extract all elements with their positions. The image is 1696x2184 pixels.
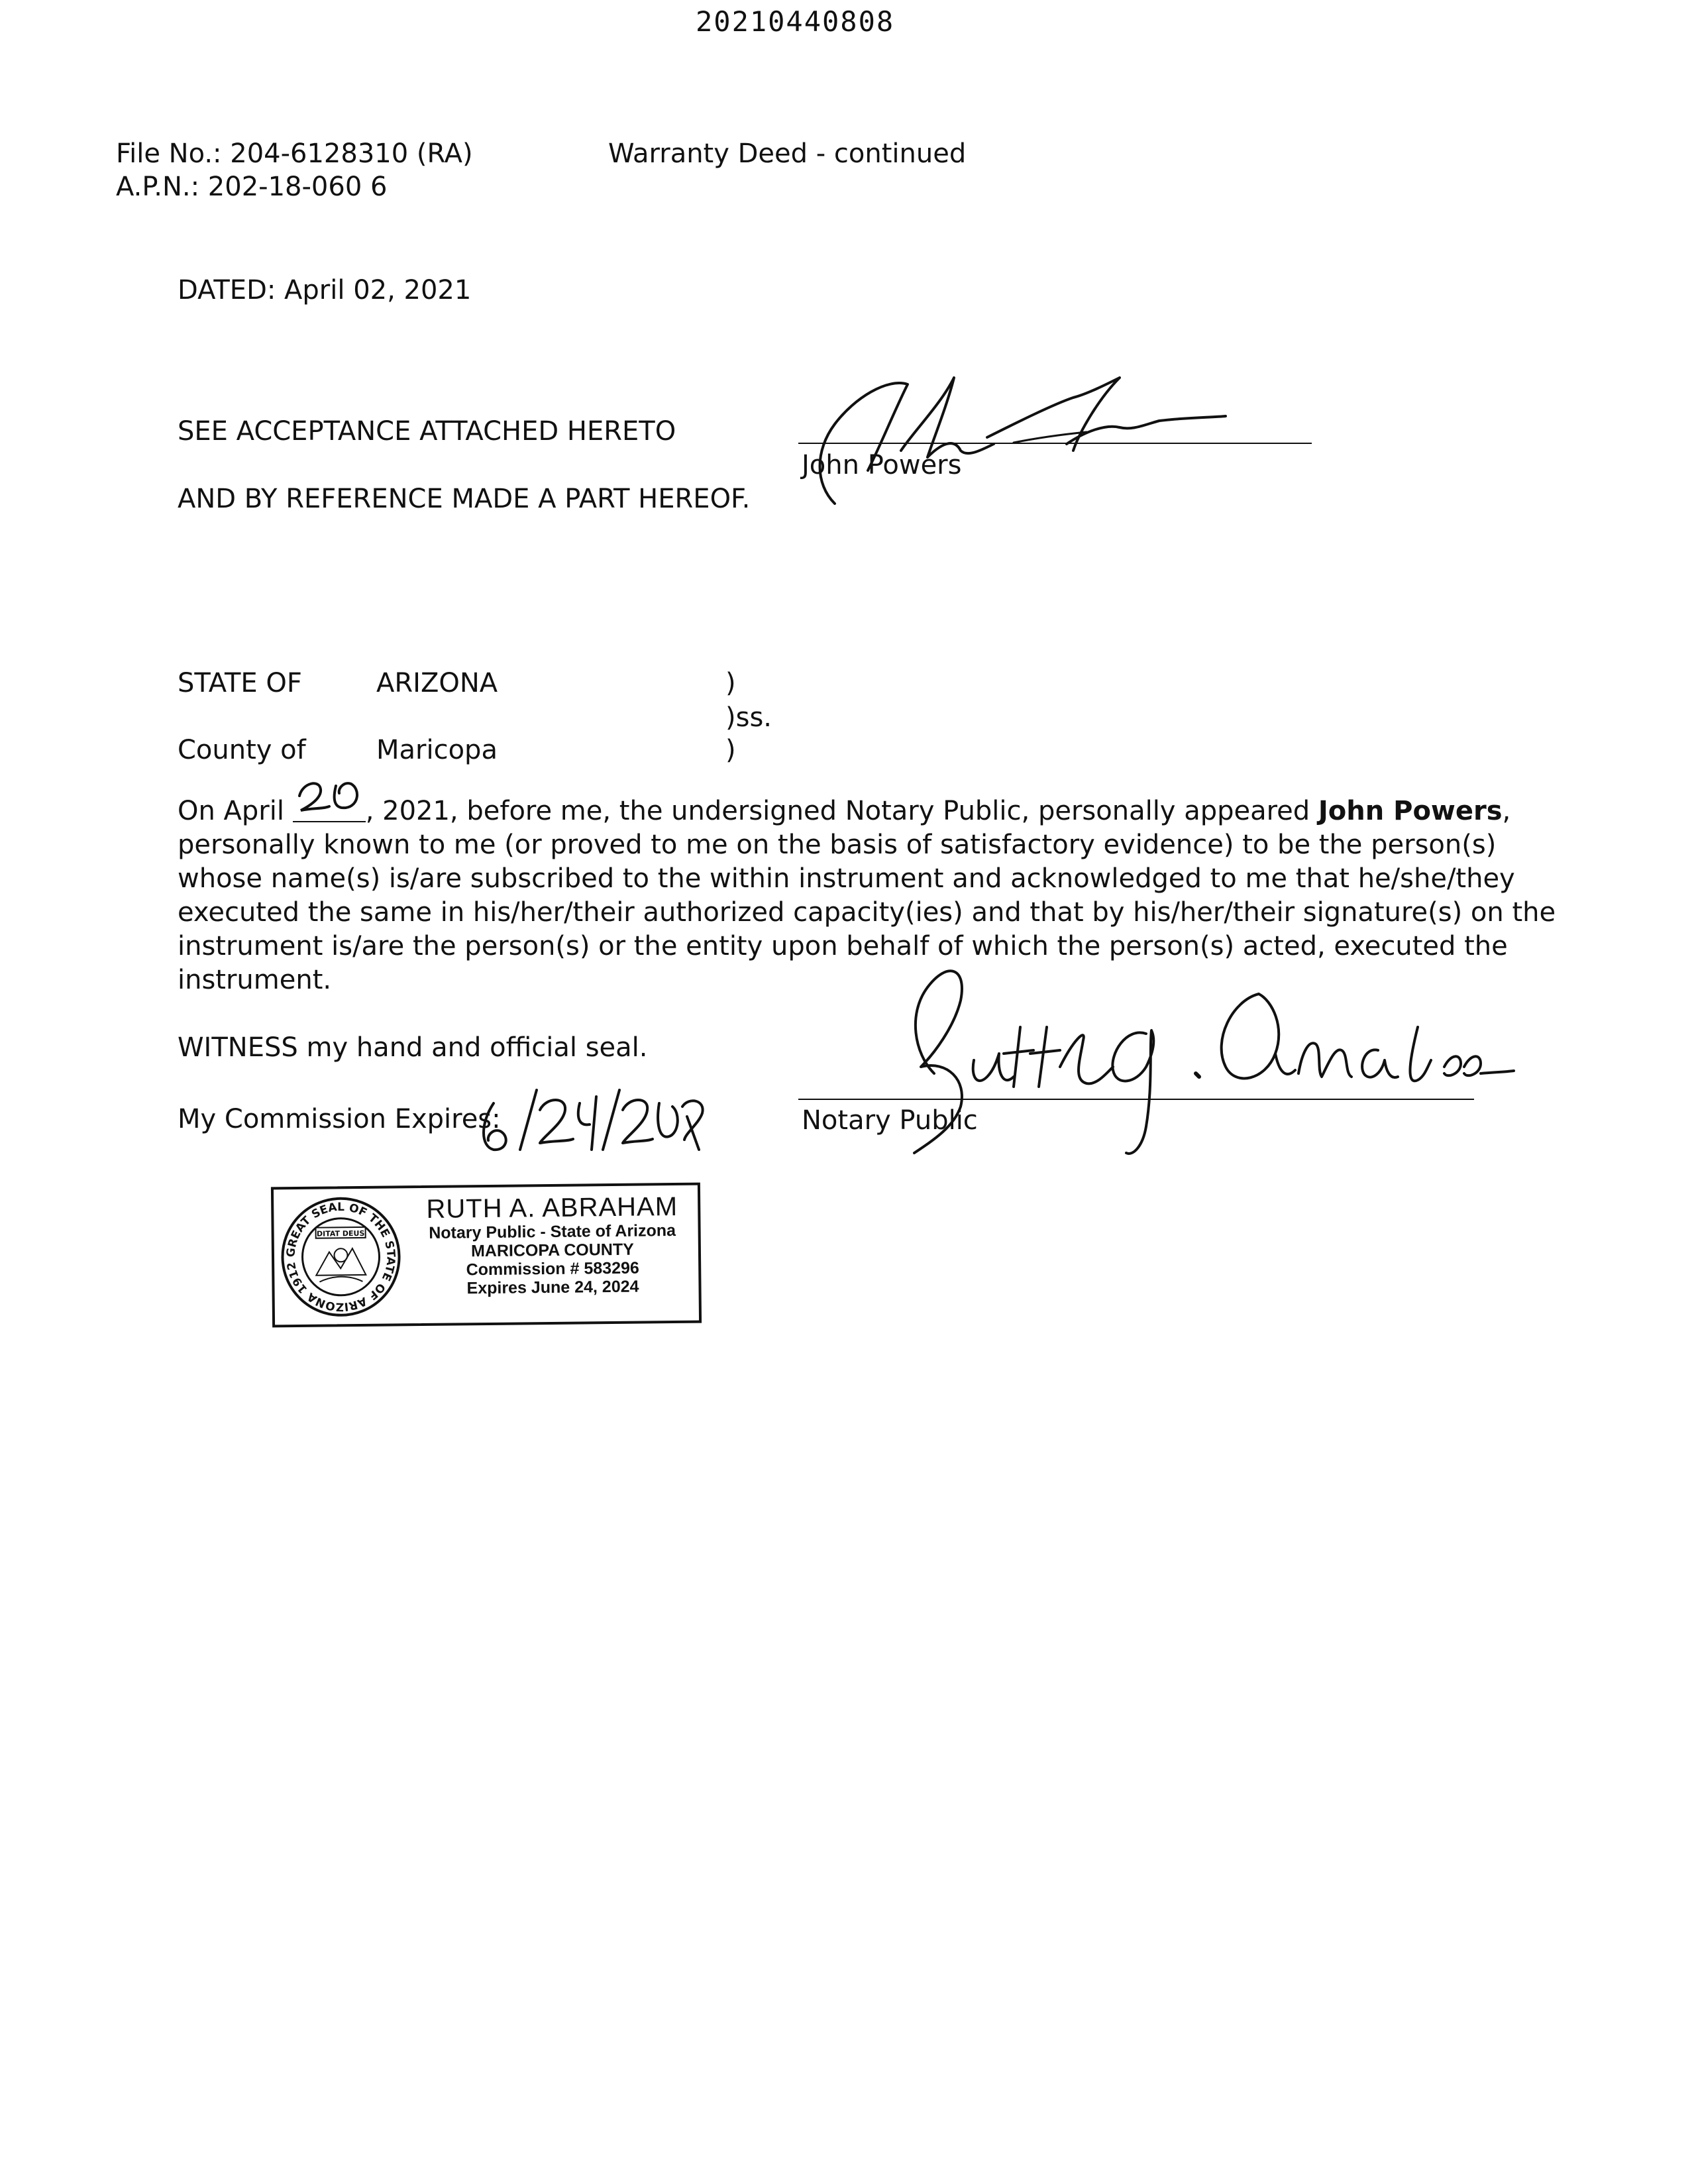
venue-ss: )ss. — [725, 702, 772, 733]
file-number: File No.: 204-6128310 (RA) — [116, 138, 473, 169]
stamp-line-4: Expires June 24, 2024 — [466, 1277, 639, 1298]
commission-label: My Commission Expires: — [178, 1104, 501, 1134]
notary-public-label: Notary Public — [802, 1105, 978, 1136]
commission-handwritten-date — [474, 1077, 712, 1163]
venue-paren-2: ) — [725, 735, 736, 765]
stamp-notary-name: RUTH A. ABRAHAM — [426, 1191, 678, 1224]
acknowledgment-line-1 — [178, 792, 1511, 828]
notary-stamp — [271, 1183, 702, 1328]
venue-paren-1: ) — [725, 668, 736, 698]
acknowledgment-line-3: whose name(s) is/are subscribed to the within instrument and acknowledged to me that he/she/they — [178, 863, 1515, 894]
acknowledgment-line-6: instrument. — [178, 965, 332, 995]
acceptance-line-1: SEE ACCEPTANCE ATTACHED HERETO — [178, 416, 676, 447]
grantor-name: John Powers — [802, 450, 962, 480]
acknowledgment-line-4: executed the same in his/her/their authorized capacity(ies) and that by his/her/their signature(s) on the — [178, 897, 1556, 928]
acknowledgment-after-day: , 2021, before me, the undersigned Notary Public, personally appeared — [365, 796, 1318, 826]
acknowledgment-line-2: personally known to me (or proved to me on the basis of satisfactory evidence) to be the person(s) — [178, 830, 1497, 860]
acknowledgment-after-name: , — [1502, 796, 1511, 826]
acknowledgment-prefix: On April — [178, 796, 284, 826]
witness-line: WITNESS my hand and official seal. — [178, 1032, 648, 1063]
grantor-signature — [788, 358, 1239, 523]
state-value: ARIZONA — [376, 668, 498, 698]
dated-line: DATED: April 02, 2021 — [178, 275, 472, 305]
stamp-line-1: Notary Public - State of Arizona — [429, 1221, 676, 1242]
stamp-line-3: Commission # 583296 — [466, 1258, 639, 1280]
state-label: STATE OF — [178, 668, 302, 698]
appeared-name: John Powers — [1318, 796, 1503, 826]
grantor-signature-line — [798, 443, 1312, 444]
notary-signature-line — [798, 1099, 1474, 1100]
seal-ring-text: GREAT SEAL OF THE STATE OF ARIZONA 1912 — [284, 1200, 398, 1313]
handwritten-day — [293, 794, 366, 822]
seal-center-text: DITAT DEUS — [316, 1228, 365, 1238]
county-label: County of — [178, 735, 306, 765]
county-value: Maricopa — [376, 735, 498, 765]
acceptance-line-2: AND BY REFERENCE MADE A PART HEREOF. — [178, 484, 751, 514]
recording-number: 20210440808 — [696, 5, 895, 38]
acknowledgment-line-5: instrument is/are the person(s) or the entity upon behalf of which the person(s) acted, executed the — [178, 931, 1508, 961]
document-title: Warranty Deed - continued — [608, 138, 967, 169]
apn-number: A.P.N.: 202-18-060 6 — [116, 172, 388, 202]
state-seal-icon — [279, 1195, 403, 1319]
stamp-line-2: MARICOPA COUNTY — [470, 1240, 634, 1261]
